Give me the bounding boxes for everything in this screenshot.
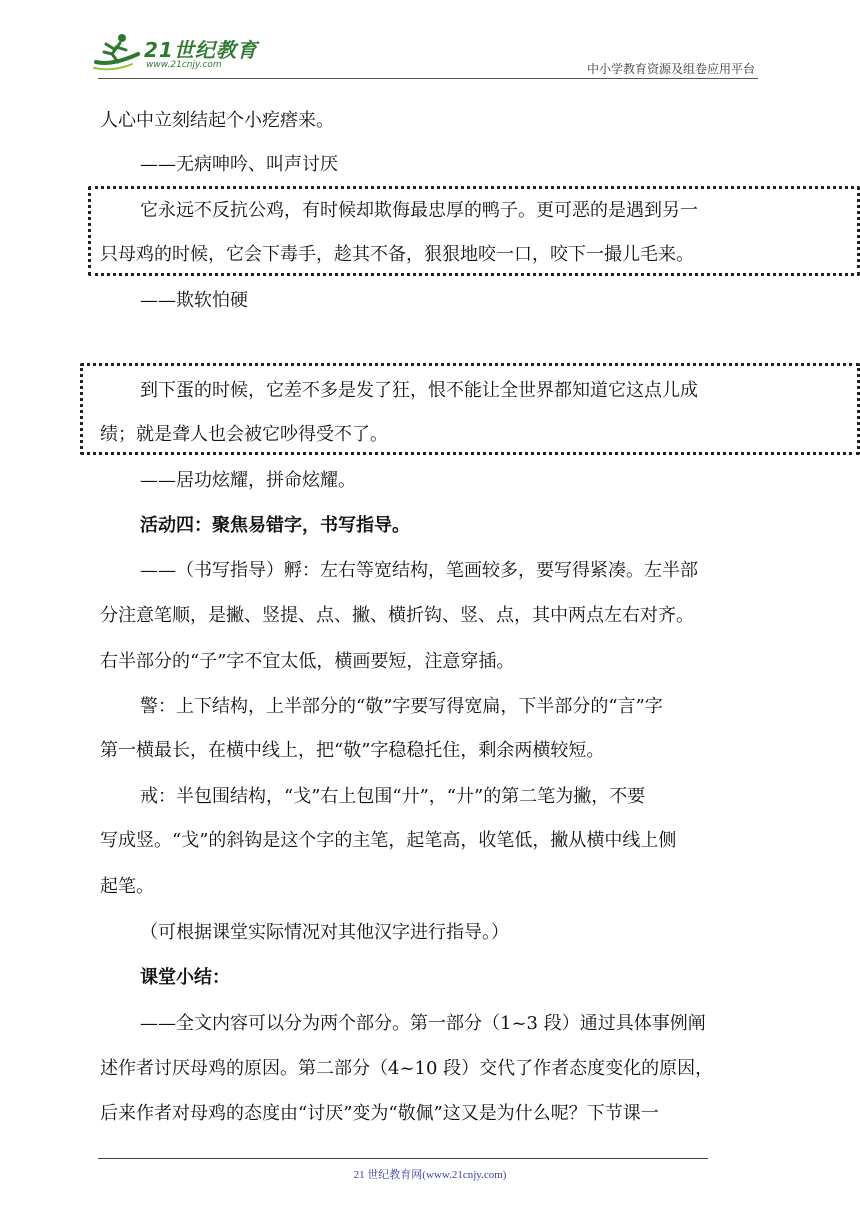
logo-text: 21世纪教育: [144, 38, 258, 62]
text-line: 只母鸡的时候，它会下毒手，趁其不备，狠狠地咬一口，咬下一撮儿毛来。: [100, 244, 694, 265]
logo-url: www.21cnjy.com: [146, 60, 222, 70]
text-line: 戒：半包围结构，“戈”右上包围“廾”，“廾”的第二笔为撇，不要: [140, 786, 646, 807]
text-line: 人心中立刻结起个小疙瘩来。: [100, 110, 334, 131]
runner-logo-icon: [92, 32, 142, 74]
text-line: 右半部分的“子”字不宜太低，横画要短，注意穿插。: [100, 651, 515, 672]
text-line: ——全文内容可以分为两个部分。第一部分（1~3 段）通过具体事例阐: [140, 1013, 706, 1034]
text-line: 写成竖。“戈”的斜钩是这个字的主笔，起笔高，收笔低，撇从横中线上侧: [100, 830, 677, 851]
page-header: [0, 0, 860, 80]
site-logo: [92, 32, 272, 78]
text-line: 第一横最长，在横中线上，把“敬”字稳稳托住，剩余两横较短。: [100, 740, 605, 761]
text-line: ——居功炫耀，拼命炫耀。: [140, 470, 356, 491]
text-line: 到下蛋的时候，它差不多是发了狂，恨不能让全世界都知道它这点儿成: [140, 380, 698, 401]
section-heading-activity4: 活动四：聚焦易错字，书写指导。: [140, 515, 410, 536]
text-line: ——欺软怕硬: [140, 290, 248, 311]
footer-divider: [98, 1158, 708, 1159]
text-line: （可根据课堂实际情况对其他汉字进行指导。）: [140, 922, 509, 943]
section-heading-summary: 课堂小结：: [140, 967, 230, 988]
text-line: 述作者讨厌母鸡的原因。第二部分（4~10 段）交代了作者态度变化的原因，: [100, 1058, 714, 1079]
text-line: ——无病呻吟、叫声讨厌: [140, 154, 338, 175]
header-divider: [98, 78, 758, 79]
text-line: 后来作者对母鸡的态度由“讨厌”变为“敬佩”这又是为什么呢？下节课一: [100, 1103, 659, 1124]
text-line: 起笔。: [100, 876, 154, 897]
text-line: 分注意笔顺，是撇、竖提、点、撇、横折钩、竖、点，其中两点左右对齐。: [100, 605, 694, 626]
text-line: 绩；就是聋人也会被它吵得受不了。: [100, 424, 388, 445]
text-line: ——（书写指导）孵：左右等宽结构，笔画较多，要写得紧凑。左半部: [140, 560, 698, 581]
platform-title: 中小学教育资源及组卷应用平台: [586, 62, 755, 76]
footer-text: 21 世纪教育网(www.21cnjy.com): [353, 1169, 507, 1181]
text-line: 它永远不反抗公鸡，有时候却欺侮最忠厚的鸭子。更可恶的是遇到另一: [140, 200, 698, 221]
text-line: 警：上下结构，上半部分的“敬”字要写得宽扁，下半部分的“言”字: [140, 696, 663, 717]
